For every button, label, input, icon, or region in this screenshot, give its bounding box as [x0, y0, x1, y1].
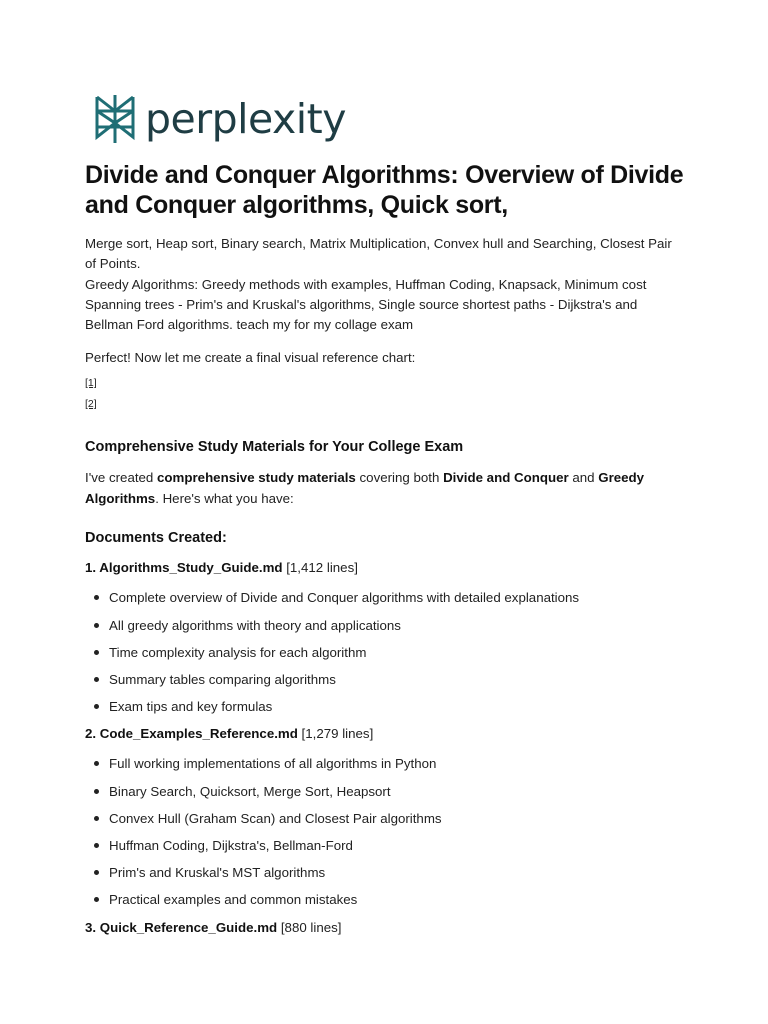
documents-heading: Documents Created:	[85, 530, 227, 547]
perplexity-logo	[93, 93, 346, 145]
list-item: Exam tips and key formulas	[109, 697, 685, 716]
intro-text: covering both	[355, 470, 444, 486]
answer-intro: Perfect! Now let me create a final visual reference chart:	[85, 350, 416, 366]
page-title: Divide and Conquer Algorithms: Overview of Divide and Conquer algorithms, Quick sort,	[85, 161, 684, 219]
user-prompt	[85, 234, 685, 335]
bullet-list	[85, 588, 685, 716]
document-title	[85, 918, 685, 938]
perplexity-logo-icon	[93, 93, 137, 145]
section-heading: Comprehensive Study Materials for Your College Exam	[85, 439, 464, 456]
document-name: 3. Quick_Reference_Guide.md	[85, 919, 278, 935]
intro-text: . Here's what you have:	[155, 491, 294, 507]
prompt-line: Merge sort, Heap sort, Binary search, Matrix Multiplication, Convex hull and Searching, Closest Pair of Points.	[85, 236, 672, 272]
document-name: 1. Algorithms_Study_Guide.md	[85, 560, 283, 576]
list-item: Prim's and Kruskal's MST algorithms	[109, 863, 685, 882]
perplexity-wordmark: perplexity	[145, 94, 347, 143]
intro-bold: Divide and Conquer	[443, 470, 569, 486]
list-item: Time complexity analysis for each algorithm	[109, 643, 685, 662]
intro-bold: Greedy Algorithms	[85, 470, 645, 507]
list-item: Convex Hull (Graham Scan) and Closest Pair algorithms	[109, 809, 685, 828]
list-item: All greedy algorithms with theory and applications	[109, 616, 685, 635]
document-line-count: [1,412 lines]	[282, 560, 358, 576]
document-line-count: [1,279 lines]	[297, 726, 374, 742]
bullet-list	[85, 754, 685, 909]
citation-link-2[interactable]: [2]	[85, 398, 97, 411]
main-content	[85, 160, 685, 938]
citation-link-1[interactable]: [1]	[85, 377, 97, 390]
intro-text: and	[568, 470, 599, 486]
list-item: Huffman Coding, Dijkstra's, Bellman-Ford	[109, 836, 685, 855]
list-item: Summary tables comparing algorithms	[109, 670, 685, 689]
list-item: Full working implementations of all algorithms in Python	[109, 754, 685, 773]
document-entry	[85, 918, 685, 938]
list-item: Binary Search, Quicksort, Merge Sort, Heapsort	[109, 782, 685, 801]
document-title	[85, 558, 685, 578]
prompt-line: Greedy Algorithms: Greedy methods with examples, Huffman Coding, Knapsack, Minimum cost Spanning trees - Prim's and Kruskal's algorithms, Single source shortest paths - Dijkstra's and Bellman Ford algorithms. teach my for my collage exam	[85, 276, 647, 333]
document-entry	[85, 724, 685, 909]
list-item: Complete overview of Divide and Conquer algorithms with detailed explanations	[109, 588, 685, 607]
intro-bold: comprehensive study materials	[157, 470, 356, 486]
list-item: Practical examples and common mistakes	[109, 890, 685, 909]
intro-text: I've created	[85, 470, 158, 486]
intro-paragraph	[85, 467, 685, 509]
document-line-count: [880 lines]	[277, 919, 342, 935]
document-name: 2. Code_Examples_Reference.md	[85, 726, 298, 742]
document-entry	[85, 558, 685, 716]
document-title	[85, 724, 685, 744]
